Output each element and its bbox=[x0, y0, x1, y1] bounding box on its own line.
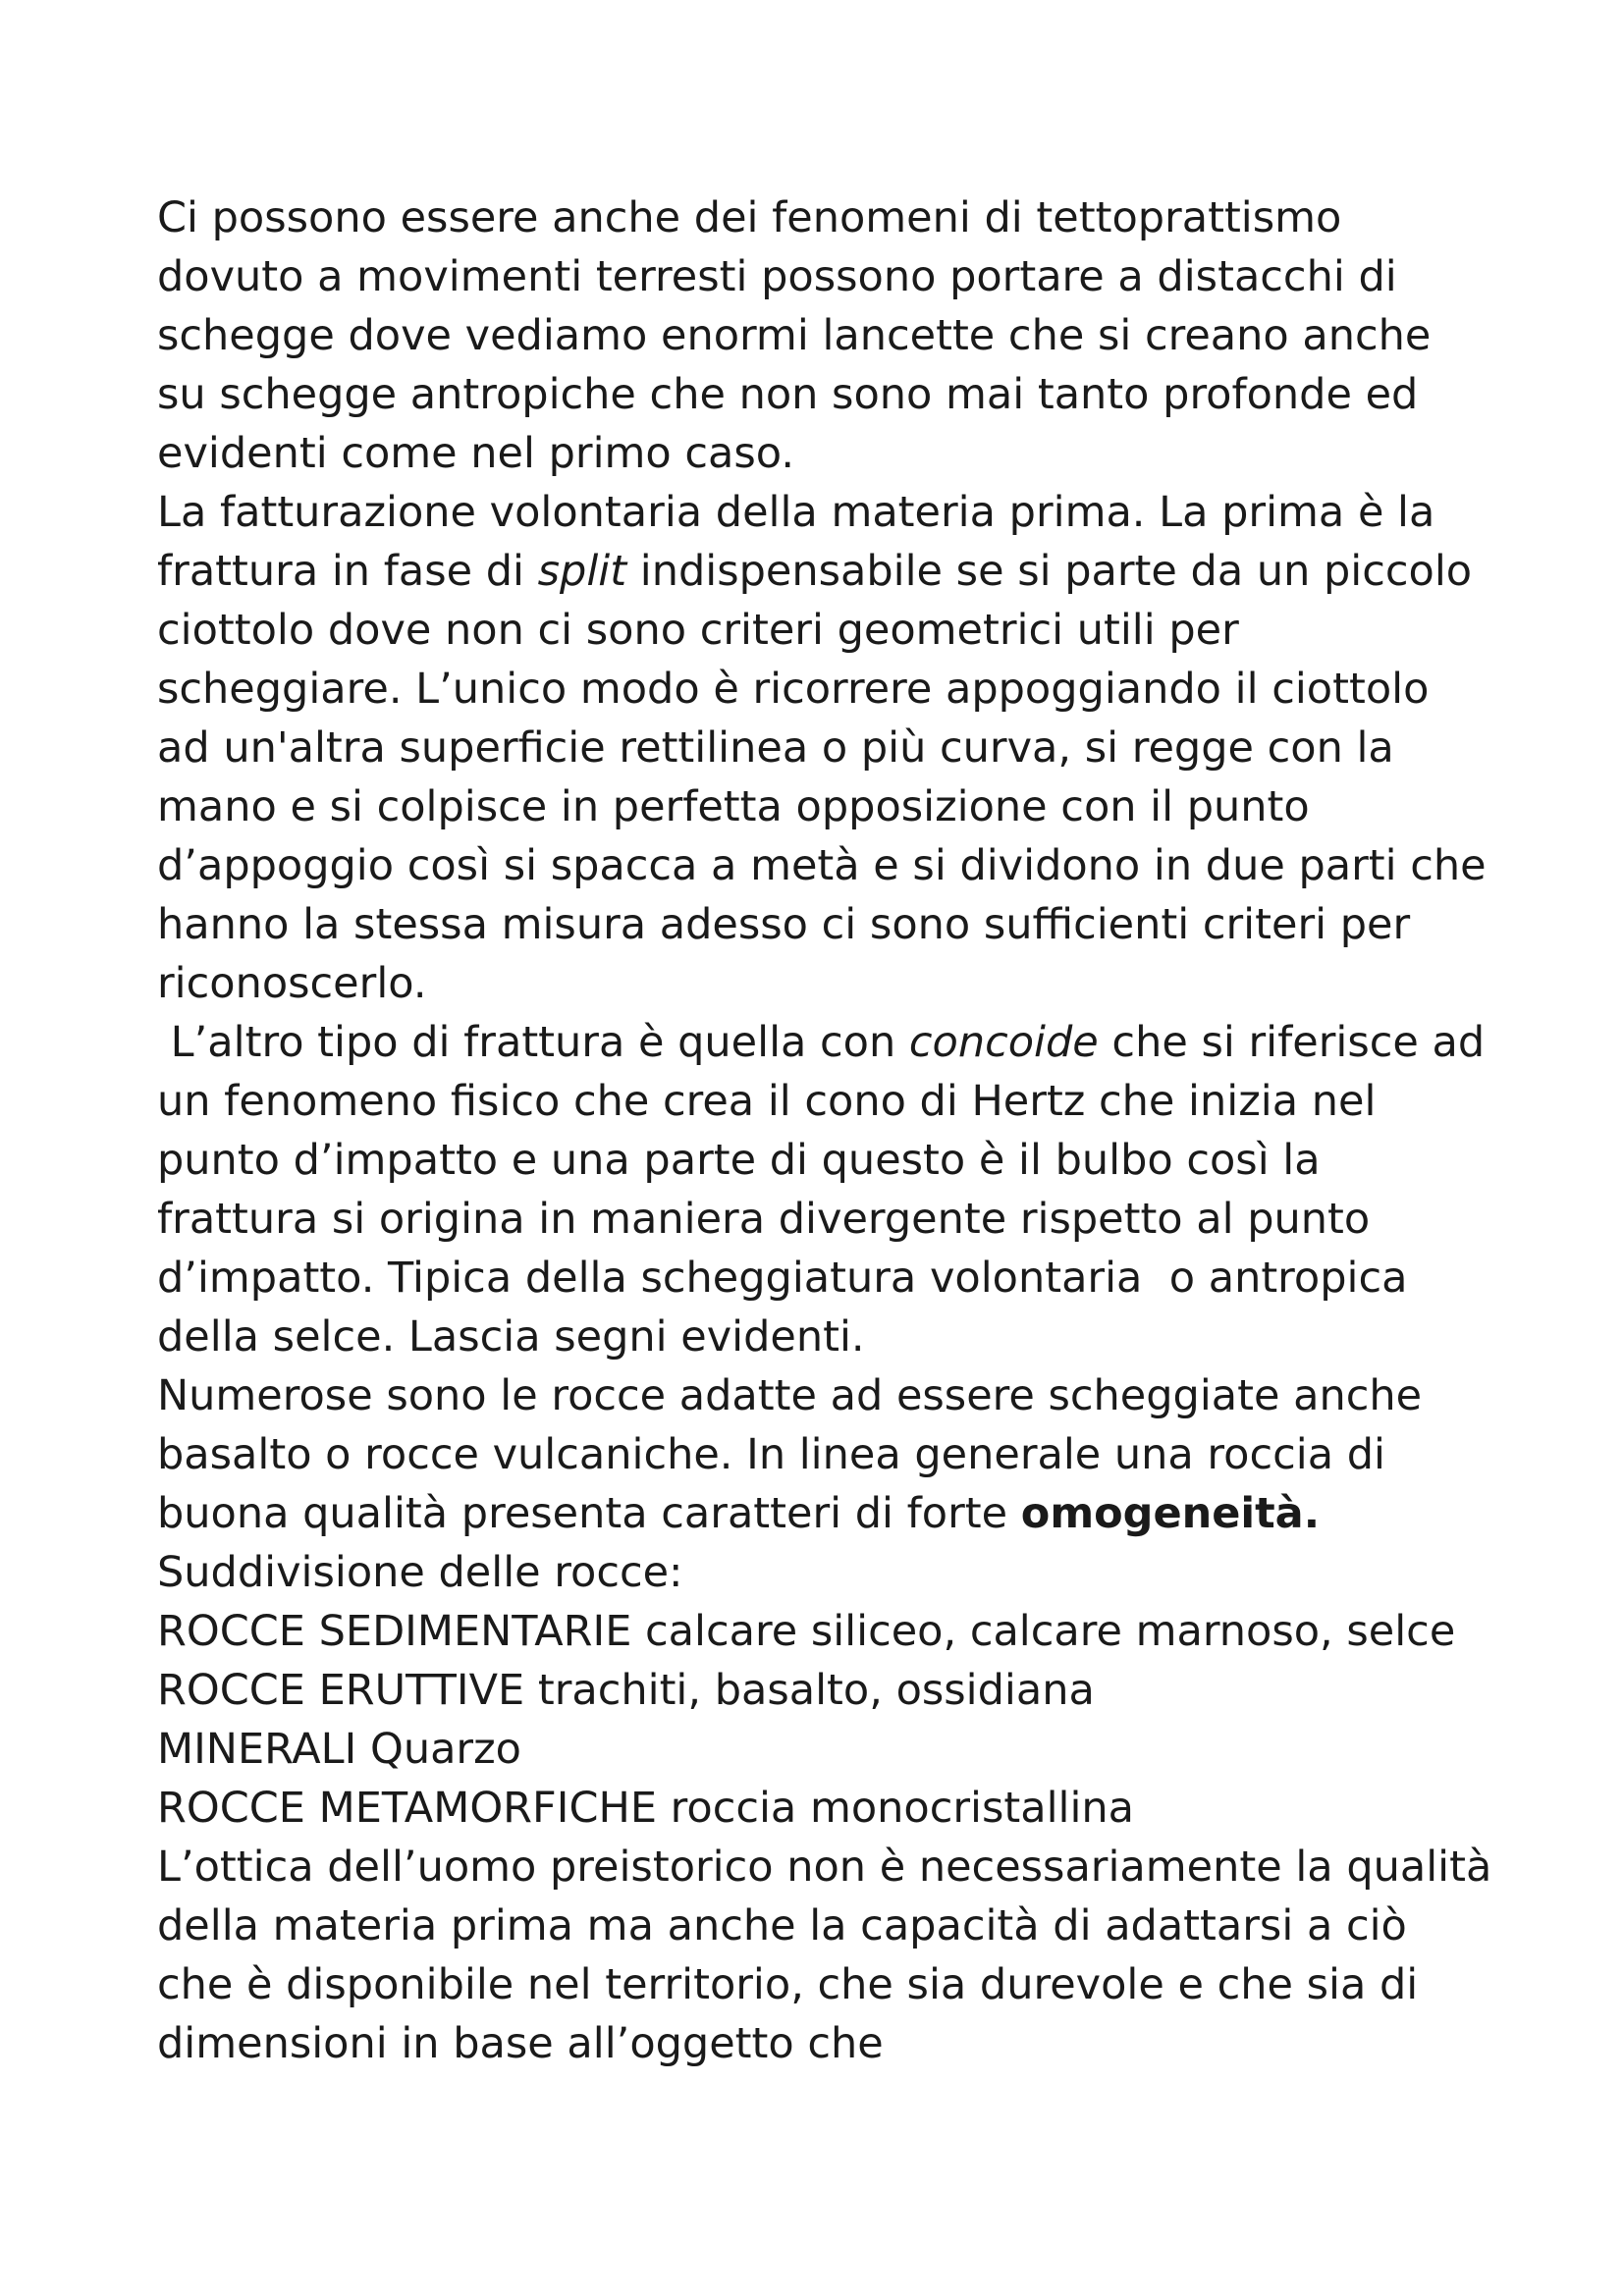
bold-term-omogeneita: omogeneità. bbox=[1020, 1489, 1321, 1538]
paragraph-text: indispensabile se si parte da un piccolo ciottolo dove non ci sono criteri geometrici utili per scheggiare. L’unico modo è ricorrere appoggiando il ciottolo ad un'altra superficie rettilinea o più curva, si regge con la mano e si colpisce in perfetta opposizione con il punto d’appoggio così si spacca a metà e si dividono in due parti che hanno la stessa misura adesso ci sono sufficienti criteri per riconoscerlo. bbox=[157, 547, 1487, 1008]
paragraph-text: che si riferisce ad un fenomeno fisico che crea il cono di Hertz che inizia nel punto d’impatto e una parte di questo è il bulbo così la frattura si origina in maniera divergente rispetto al punto d’impatto. Tipica della scheggiatura volontaria o antropica della selce. Lascia segni evidenti. bbox=[157, 1018, 1498, 1362]
italic-term-concoide: concoide bbox=[908, 1018, 1099, 1067]
list-item-rocce-eruttive: ROCCE ERUTTIVE trachiti, basalto, ossidiana bbox=[157, 1666, 1095, 1715]
list-item-rocce-metamorfiche: ROCCE METAMORFICHE roccia monocristallina bbox=[157, 1784, 1135, 1833]
paragraph-tettoprattismo bbox=[157, 188, 1492, 483]
paragraph-text: Numerose sono le rocce adatte ad essere scheggiate anche basalto o rocce vulcaniche. In linea generale una roccia di buona qualità presenta caratteri di forte bbox=[157, 1371, 1423, 1538]
paragraph-concoide bbox=[157, 1013, 1498, 1366]
paragraph-fratturazione-split bbox=[157, 483, 1492, 1013]
paragraph-text: La fatturazione volontaria della materia prima. La prima è la frattura in fase di bbox=[157, 488, 1435, 596]
list-item-minerali: MINERALI Quarzo bbox=[157, 1725, 521, 1774]
paragraph-text: Ci possono essere anche dei fenomeni di tettoprattismo dovuto a movimenti terresti possono portare a distacchi di schegge dove vediamo enormi lancette che si creano anche su schegge antropiche che non sono mai tanto profonde ed evidenti come nel primo caso. bbox=[157, 193, 1432, 478]
paragraph-rocce-adatte bbox=[157, 1366, 1492, 1543]
paragraph-ottica-uomo-preistorico: L’ottica dell’uomo preistorico non è necessariamente la qualità della materia prima ma anche la capacità di adattarsi a ciò che è disponibile nel territorio, che sia durevole e che sia di dimensioni in base all’oggetto che bbox=[157, 1842, 1492, 2068]
list-item-rocce-sedimentarie: ROCCE SEDIMENTARIE calcare siliceo, calcare marnoso, selce bbox=[157, 1607, 1456, 1656]
paragraph-suddivisione: Suddivisione delle rocce: bbox=[157, 1548, 683, 1597]
paragraph-text: L’altro tipo di frattura è quella con bbox=[157, 1018, 909, 1067]
italic-term-split: split bbox=[537, 547, 627, 596]
body-text bbox=[157, 188, 1498, 2073]
